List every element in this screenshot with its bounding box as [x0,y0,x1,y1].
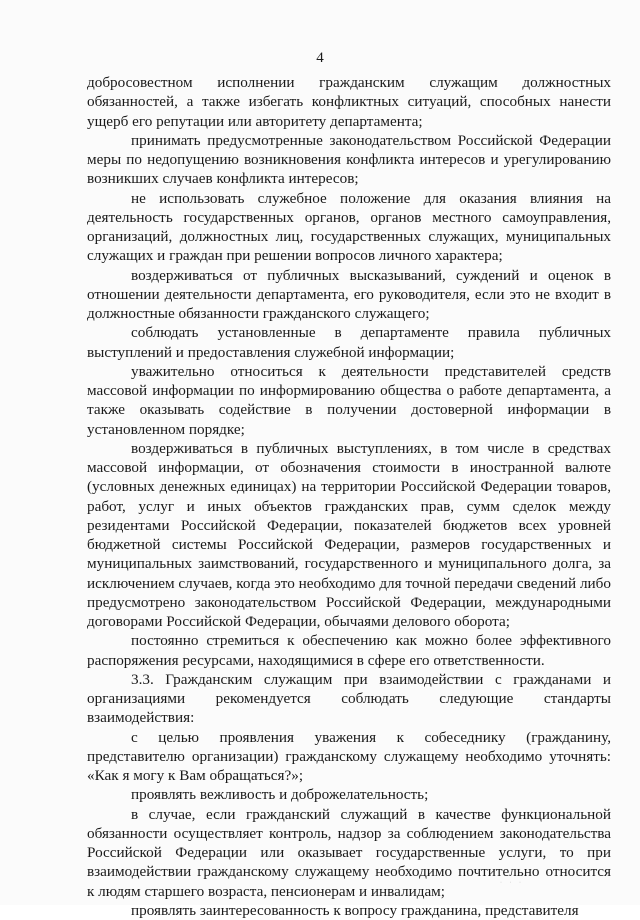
page-number: 4 [316,50,324,66]
paragraph-official-position: не использовать служебное положение для оказания влияния на деятельность государственных органов, органов местного самоуправления, организаций, должностных лиц, государственных служащих, муниципальных служащих и граждан при решении вопросов личного характера; [87,189,611,265]
paragraph-interest: проявлять заинтересованность к вопросу гражданина, представителя [131,901,579,919]
document-body [87,73,611,920]
scan-marks: · · · [500,880,524,886]
paragraph-public-statements: воздерживаться от публичных высказываний, суждений и оценок в отношении деятельности департамента, его руководителя, если это не входит в должностные обязанности гражданского служащего; [87,266,611,322]
paragraph-foreign-currency: воздерживаться в публичных выступлениях, в том числе в средствах массовой информации, от обозначения стоимости в иностранной валюте (условных денежных единицах) на территории Российской Федерации товаров, работ, услуг и иных объектов гражданских прав, сумм сделок между резидентами Российской Федерации, показателей бюджетов всех уровней бюджетной системы Российской Федерации, размеров государственных и муниципальных заимствований, государственного и муниципального долга, за исключением случаев, когда это необходимо для точной передачи сведений либо предусмотрено законодательством Российской Федерации, международными договорами Российской Федерации, обычаями делового оборота; [87,439,611,630]
paragraph-mass-media: уважительно относиться к деятельности представителей средств массовой информации по информированию общества о работе департамента, а также оказывать содействие в получении достоверной информации в установленном порядке; [87,362,611,438]
paragraph-resources: постоянно стремиться к обеспечению как можно более эффективного распоряжения ресурсами, находящимися в сфере его ответственности. [87,632,611,669]
paragraph-addressing: с целью проявления уважения к собеседнику (гражданину, представителю организации) гражданскому служащему необходимо уточнять: «Как я могу к Вам обращаться?»; [87,728,611,784]
paragraph-continuation: добросовестном исполнении гражданским служащим должностных обязанностей, а также избегать конфликтных ситуаций, способных нанести ущерб его репутации или авторитету департамента; [87,74,611,130]
paragraph-public-speaking-rules: соблюдать установленные в департаменте правила публичных выступлений и предоставления служебной информации; [87,324,611,361]
paragraph-elderly-respect: в случае, если гражданский служащий в качестве функциональной обязанности осуществляет контроль, надзор за соблюдением законодательства Российской Федерации или оказывает государственные услуги, то при взаимодействии гражданскому служащему необходимо почтительно относится к людям старшего возраста, пенсионерам и инвалидам; [87,805,611,900]
paragraph-section-3-3: 3.3. Гражданским служащим при взаимодействии с гражданами и организациями рекомендуется соблюдать следующие стандарты взаимодействия: [87,670,611,727]
paragraph-politeness: проявлять вежливость и доброжелательность; [131,786,429,804]
paragraph-conflict-of-interest: принимать предусмотренные законодательством Российской Федерации меры по недопущению возникновения конфликта интересов и урегулированию возникших случаев конфликта интересов; [87,131,611,188]
